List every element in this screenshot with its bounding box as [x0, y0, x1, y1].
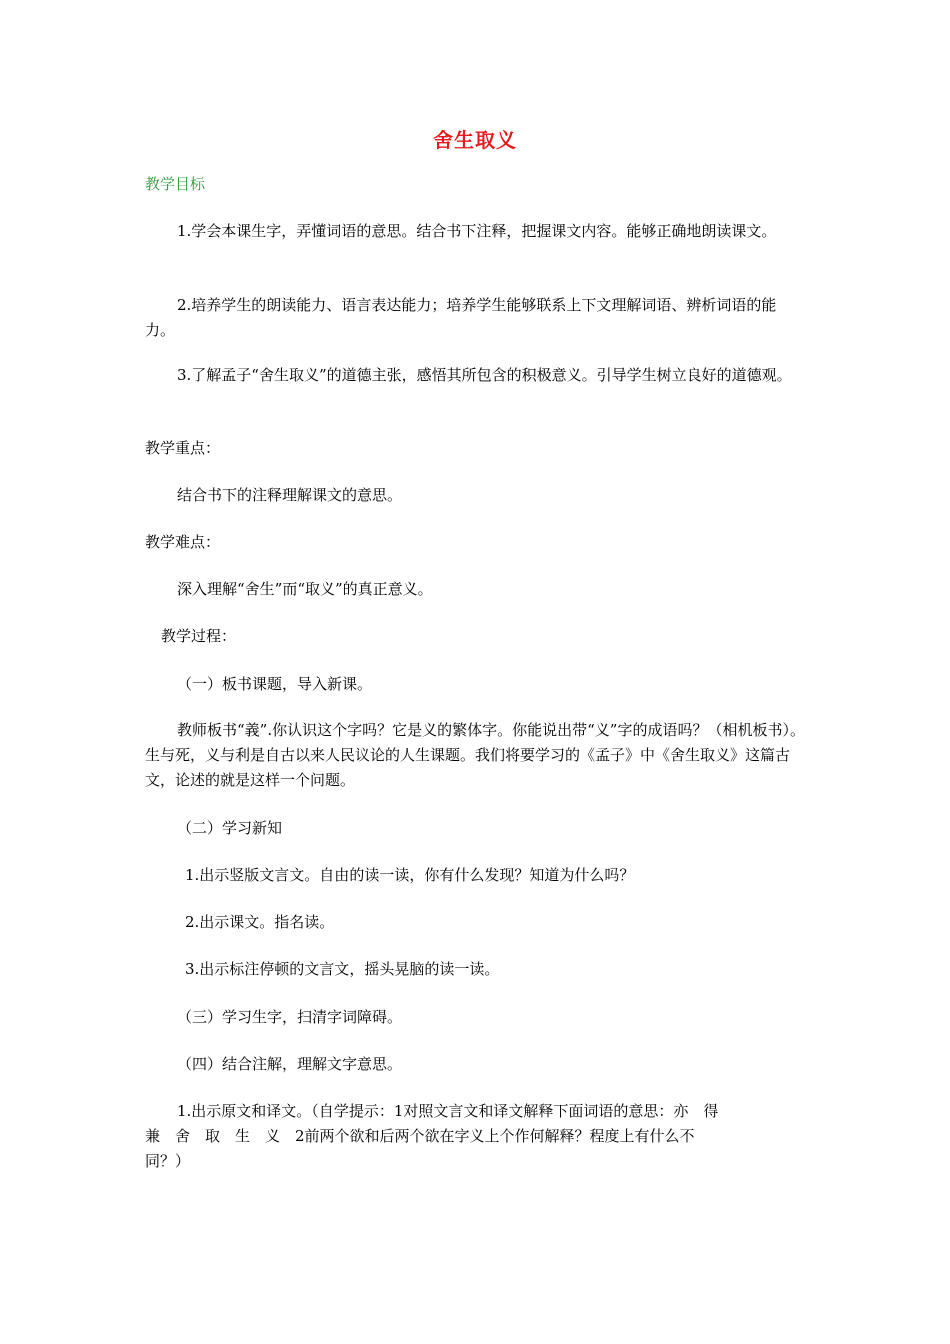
step-paragraph-line: 兼 舍 取 生 义 2前两个欲和后两个欲在字义上个作何解释？程度上有什么不 [145, 1127, 695, 1145]
step-heading: （一）板书课题，导入新课。 [177, 675, 373, 693]
step-heading: （二）学习新知 [177, 819, 283, 837]
step-item: 2.出示课文。指名读。 [185, 913, 335, 931]
difficulty-heading: 教学难点： [145, 533, 221, 551]
key-points-text: 结合书下的注释理解课文的意思。 [177, 486, 403, 504]
step-heading: （三）学习生字，扫清字词障碍。 [177, 1008, 403, 1026]
step-item: 1.出示竖版文言文。自由的读一读，你有什么发现？知道为什么吗？ [185, 866, 635, 884]
step-heading: （四）结合注解，理解文字意思。 [177, 1055, 403, 1073]
step-item: 3.出示标注停顿的文言文，摇头晃脑的读一读。 [185, 960, 500, 978]
objective-item: 2.培养学生的朗读能力、语言表达能力；培养学生能够联系上下文理解词语、辨析词语的能力。 [145, 296, 777, 339]
document-title: 舍生取义 [433, 128, 517, 152]
objective-item: 1.学会本课生字，弄懂词语的意思。结合书下注释，把握课文内容。能够正确地朗读课文。 [177, 222, 777, 240]
step-paragraph-line: 1.出示原文和译文。（自学提示：1对照文言文和译文解释下面词语的意思：亦 得 [177, 1102, 719, 1120]
objective-item: 3.了解孟子“舍生取义”的道德主张，感悟其所包含的积极意义。引导学生树立良好的道德观。 [177, 366, 792, 384]
process-heading: 教学过程： [161, 627, 237, 645]
step-paragraph-line: 同？） [145, 1152, 191, 1170]
key-points-heading: 教学重点： [145, 439, 221, 457]
difficulty-text: 深入理解“舍生”而“取义”的真正意义。 [177, 580, 433, 598]
step-paragraph: 教师板书“義”.你认识这个字吗？它是义的繁体字。你能说出带“义”字的成语吗？（相机板书）。生与死，义与利是自古以来人民议论的人生课题。我们将要学习的《孟子》中《舍生取义》这篇古文，论述的就是这样一个问题。 [145, 721, 805, 789]
objectives-heading: 教学目标 [145, 175, 206, 193]
